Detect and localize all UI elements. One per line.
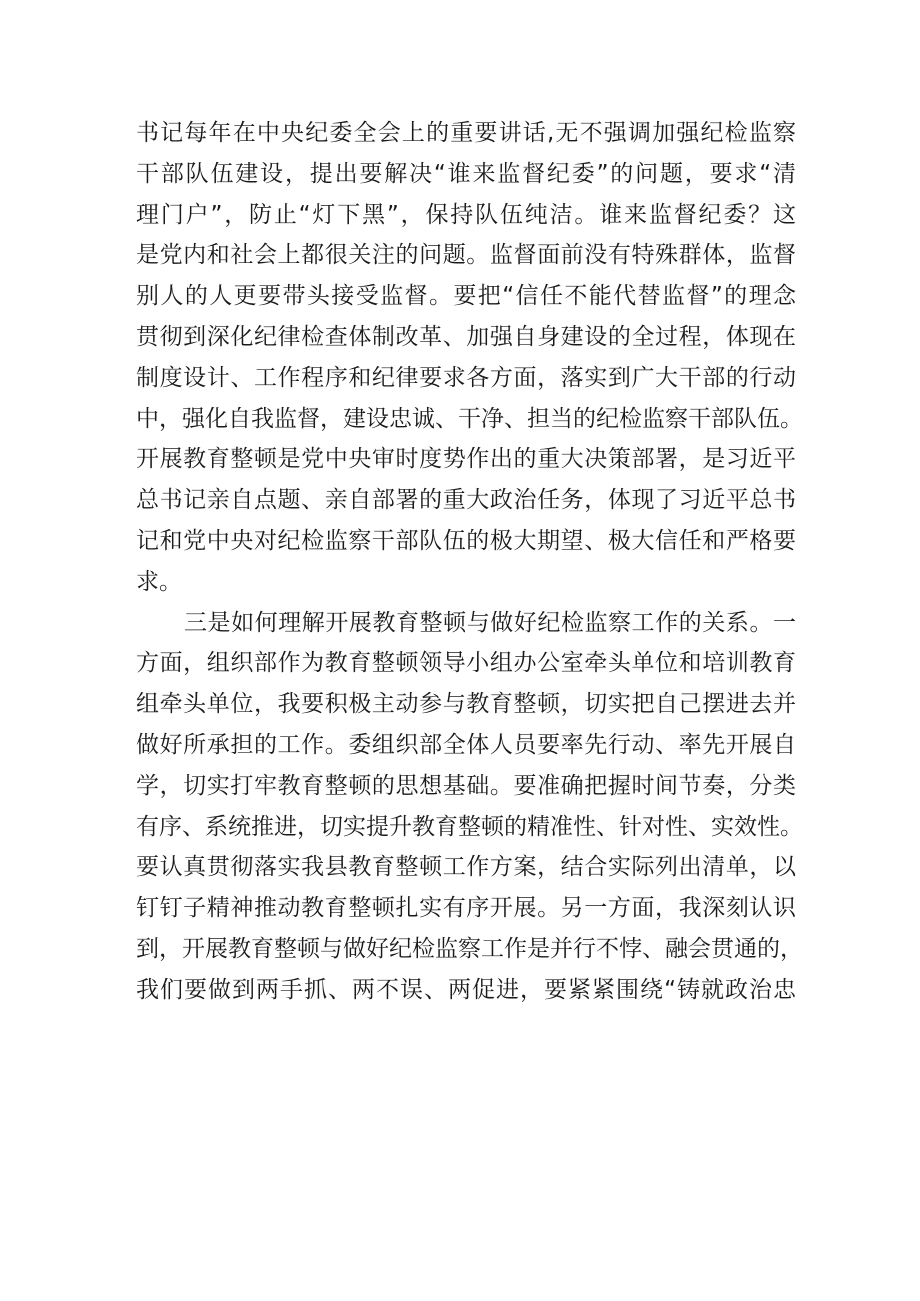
text-line: 别人的人更要带头接受监督。要把“信任不能代替监督”的理念: [136, 283, 796, 310]
text-line: 理门户”，防止“灯下黑”，保持队伍纯洁。谁来监督纪委？这: [136, 201, 796, 228]
text-line: 要认真贯彻落实我县教育整顿工作方案，结合实际列出清单，以: [136, 854, 796, 881]
text-line: 是党内和社会上都很关注的问题。监督面前没有特殊群体，监督: [136, 242, 796, 269]
text-line: 我们要做到两手抓、两不误、两促进，要紧紧围绕“铸就政治忠: [136, 976, 796, 1003]
body-text: [136, 113, 803, 1011]
paragraph-2: [136, 603, 803, 1011]
paragraph-1: [136, 113, 803, 603]
text-line: 三是如何理解开展教育整顿与做好纪检监察工作的关系。一: [184, 609, 796, 636]
text-line: 贯彻到深化纪律检查体制改革、加强自身建设的全过程，体现在: [136, 323, 796, 350]
text-line: 中，强化自我监督，建设忠诚、干净、担当的纪检监察干部队伍。: [136, 405, 803, 432]
text-line: 总书记亲自点题、亲自部署的重大政治任务，体现了习近平总书: [136, 487, 796, 514]
text-line: 做好所承担的工作。委组织部全体人员要率先行动、率先开展自: [136, 731, 796, 758]
text-line: 有序、系统推进，切实提升教育整顿的精准性、针对性、实效性。: [136, 813, 803, 840]
text-line: 制度设计、工作程序和纪律要求各方面，落实到广大干部的行动: [136, 364, 796, 391]
text-line: 组牵头单位，我要积极主动参与教育整顿，切实把自己摆进去并: [136, 691, 796, 718]
text-line: 到，开展教育整顿与做好纪检监察工作是并行不悖、融会贯通的，: [136, 935, 803, 962]
text-line: 干部队伍建设，提出要解决“谁来监督纪委”的问题，要求“清: [136, 160, 796, 187]
text-line: 记和党中央对纪检监察干部队伍的极大期望、极大信任和严格要: [136, 527, 796, 554]
text-line: 方面，组织部作为教育整顿领导小组办公室牵头单位和培训教育: [136, 650, 796, 677]
text-line: 书记每年在中央纪委全会上的重要讲话,无不强调加强纪检监察: [136, 120, 796, 146]
text-line: 钉钉子精神推动教育整顿扎实有序开展。另一方面，我深刻认识: [136, 895, 796, 922]
text-line: 学，切实打牢教育整顿的思想基础。要准确把握时间节奏，分类: [136, 772, 796, 799]
text-line: 求。: [136, 568, 182, 595]
text-line: 开展教育整顿是党中央审时度势作出的重大决策部署，是习近平: [136, 446, 796, 473]
